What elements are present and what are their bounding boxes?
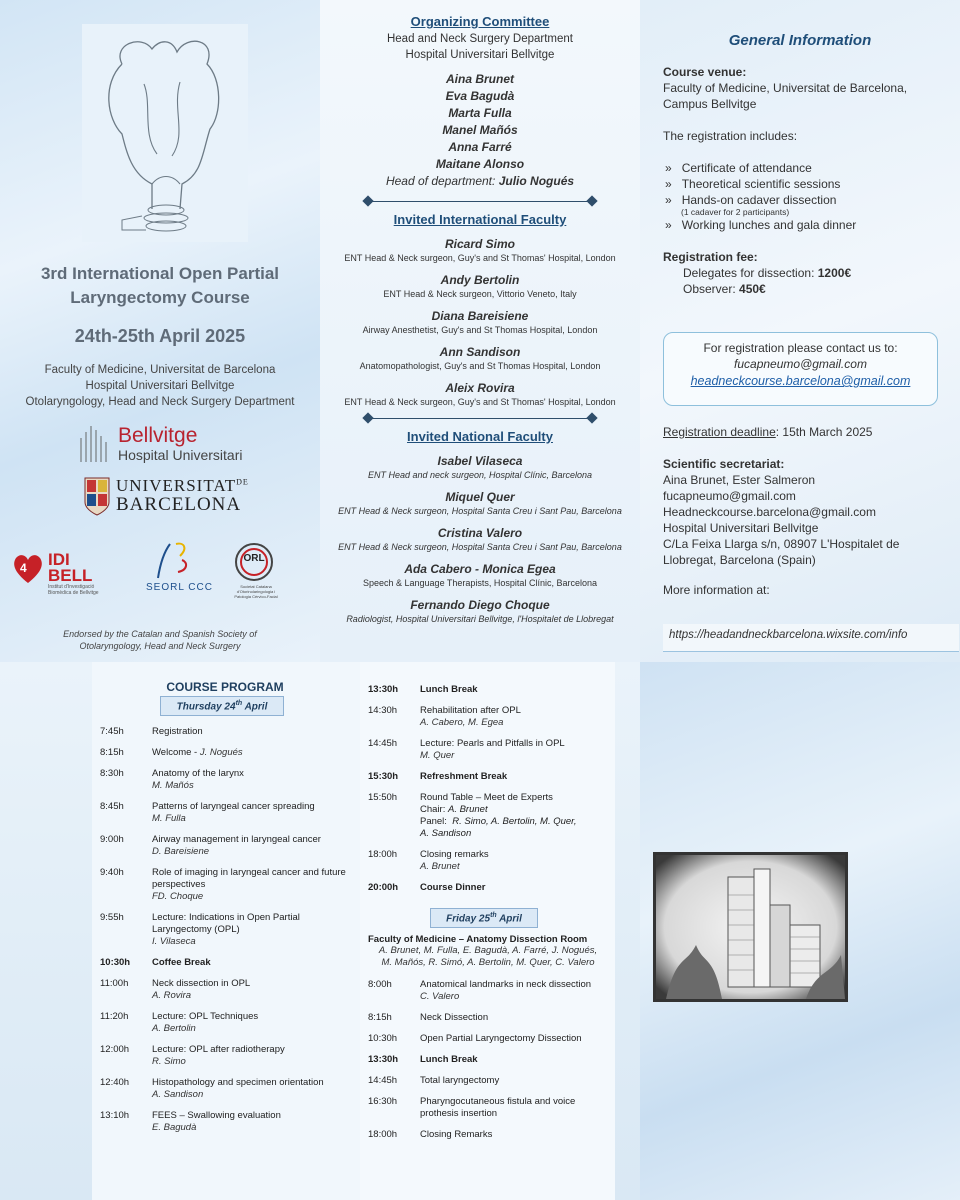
program-row bbox=[368, 882, 608, 894]
program-row bbox=[368, 1012, 608, 1024]
program-row bbox=[100, 1077, 350, 1101]
ub-logo bbox=[84, 474, 264, 518]
round-table-panel bbox=[420, 828, 608, 840]
venue-line: Otolaryngology, Head and Neck Surgery Department bbox=[25, 396, 295, 408]
program-row bbox=[100, 1044, 350, 1068]
program-time: 20:00h bbox=[368, 882, 399, 893]
program-desc-cell bbox=[152, 1110, 350, 1134]
program-row bbox=[368, 705, 608, 729]
secretariat-line: fucapneumo@gmail.com bbox=[663, 489, 796, 503]
program-time: 13:10h bbox=[100, 1110, 130, 1122]
larynx-illustration bbox=[82, 24, 248, 242]
program-time: 8:45h bbox=[100, 801, 124, 813]
faculty-name: Ann Sandison bbox=[439, 345, 521, 359]
program-desc: Anatomy of the larynx bbox=[152, 768, 244, 780]
separator bbox=[368, 196, 592, 206]
committee-member: Aina Brunet bbox=[445, 72, 514, 86]
program-desc-cell bbox=[420, 882, 608, 894]
program-desc: Role of imaging in laryngeal cancer and future perspectives bbox=[152, 867, 346, 891]
day2-tutors: A. Brunet, M. Fulla, E. Bagudà, A. Farré, J. Nogués, bbox=[378, 945, 598, 957]
endorsed-line: Otolaryngology, Head and Neck Surgery bbox=[79, 641, 241, 651]
idibell-name: IDI BELL bbox=[48, 550, 93, 585]
fee-label: Registration fee: bbox=[663, 250, 758, 264]
program-time: 18:00h bbox=[368, 1129, 398, 1141]
panel-names: R. Simo, A. Bertolin, M. Quer, bbox=[452, 816, 577, 827]
seorl-swoosh-icon bbox=[148, 540, 198, 580]
day2-sup: th bbox=[490, 912, 497, 919]
course-title-line1: 3rd International Open Partial bbox=[40, 264, 280, 283]
seorl-name: SEORL CCC bbox=[146, 582, 213, 593]
round-table-chair bbox=[420, 804, 608, 816]
head-name: Julio Nogués bbox=[498, 174, 575, 188]
fee-dissection: 1200€ bbox=[817, 266, 852, 280]
program-desc: Closing Remarks bbox=[420, 1129, 493, 1141]
ub-name-2: BARCELONA bbox=[116, 494, 242, 515]
program-desc: FEES – Swallowing evaluation bbox=[152, 1110, 281, 1122]
program-time: 8:15h bbox=[100, 747, 124, 759]
venue-label: Course venue: bbox=[663, 65, 747, 79]
program-desc: Histopathology and specimen orientation bbox=[152, 1077, 324, 1089]
program-desc: Lecture: Pearls and Pitfalls in OPL bbox=[420, 738, 565, 749]
separator bbox=[368, 413, 592, 423]
program-desc: Welcome - bbox=[152, 747, 200, 759]
program-desc-cell bbox=[420, 1054, 608, 1066]
course-dates: 24th-25th April 2025 bbox=[74, 326, 246, 346]
secretariat-line: Aina Brunet, Ester Salmeron bbox=[663, 473, 816, 487]
program-desc-cell bbox=[152, 801, 350, 825]
secretariat-line: Llobregat, Barcelona (Spain) bbox=[663, 553, 816, 567]
day2-suffix: April bbox=[496, 913, 522, 925]
program-row bbox=[368, 1054, 608, 1066]
faculty-name: Andy Bertolin bbox=[440, 273, 520, 287]
program-desc: Lunch Break bbox=[420, 1054, 478, 1066]
faculty-name: Aleix Rovira bbox=[445, 381, 515, 395]
program-speaker: FD. Choque bbox=[152, 891, 204, 903]
program-row bbox=[368, 849, 608, 873]
cover-panel bbox=[0, 0, 320, 662]
program-row bbox=[100, 957, 350, 969]
fee-observer: 450€ bbox=[739, 282, 766, 296]
committee-member: Anna Farré bbox=[448, 140, 512, 154]
committee-member: Maitane Alonso bbox=[435, 157, 525, 171]
faculty-role: ENT Head & Neck surgeon, Guy's and St Thomas' Hospital, London bbox=[344, 253, 616, 263]
international-heading: Invited International Faculty bbox=[393, 212, 567, 227]
secretariat-line: C/La Feixa Llarga s/n, 08907 L'Hospitalet de bbox=[663, 537, 900, 551]
faculty-name: Miquel Quer bbox=[445, 490, 515, 504]
program-speaker: M. Fulla bbox=[152, 813, 186, 825]
committee-member: Eva Bagudà bbox=[445, 89, 515, 103]
program-desc-cell bbox=[152, 867, 350, 903]
bellvitge-logo bbox=[78, 424, 258, 464]
panel-names: A. Sandison bbox=[420, 828, 472, 839]
program-time: 10:30h bbox=[100, 957, 131, 969]
contact-box bbox=[663, 332, 938, 406]
program-time: 13:30h bbox=[368, 1054, 399, 1066]
ub-name-de: DE bbox=[236, 477, 249, 487]
national-heading: Invited National Faculty bbox=[407, 429, 553, 444]
program-speaker: I. Vilaseca bbox=[152, 936, 196, 948]
program-speaker: A. Bertolin bbox=[152, 1023, 196, 1035]
round-table-panel bbox=[420, 816, 608, 828]
program-desc-cell bbox=[152, 1044, 350, 1068]
program-desc-cell bbox=[152, 747, 350, 759]
committee-heading: Organizing Committee bbox=[410, 14, 550, 29]
venue-line: Hospital Universitari Bellvitge bbox=[85, 380, 235, 392]
program-time: 12:40h bbox=[100, 1077, 130, 1089]
endorsed-line: Endorsed by the Catalan and Spanish Society of bbox=[63, 629, 257, 639]
program-desc-cell bbox=[420, 1033, 608, 1045]
program-time: 14:45h bbox=[368, 738, 398, 749]
program-speaker: A. Sandison bbox=[152, 1089, 204, 1101]
program-row bbox=[100, 747, 350, 759]
program-desc-cell bbox=[420, 1096, 608, 1120]
more-info-label: More information at: bbox=[663, 583, 770, 597]
faculty-role: ENT Head & Neck surgeon, Hospital Santa Creu i Sant Pau, Barcelona bbox=[338, 542, 622, 552]
program-row bbox=[368, 738, 608, 762]
program-time: 18:00h bbox=[368, 849, 398, 860]
program-row bbox=[368, 684, 608, 696]
program-desc-cell bbox=[152, 1077, 350, 1101]
program-desc-cell bbox=[420, 684, 608, 696]
program-row bbox=[100, 1011, 350, 1035]
fee-dissection-label: Delegates for dissection: bbox=[683, 266, 815, 280]
program-desc: Lunch Break bbox=[420, 684, 478, 695]
program-row bbox=[368, 1033, 608, 1045]
program-time: 10:30h bbox=[368, 1033, 398, 1045]
program-desc: Anatomical landmarks in neck dissection bbox=[420, 979, 592, 991]
program-row bbox=[100, 912, 350, 948]
program-time: 8:30h bbox=[100, 768, 124, 780]
program-desc-cell bbox=[152, 978, 350, 1002]
program-speaker: A. Rovira bbox=[152, 990, 192, 1002]
day1-suffix: April bbox=[242, 701, 268, 713]
faculty-role: Speech & Language Therapists, Hospital Clínic, Barcelona bbox=[363, 578, 597, 588]
orl-name: ORL bbox=[243, 553, 265, 564]
program-speaker: A. Brunet bbox=[420, 861, 460, 872]
hospital-panel bbox=[640, 662, 960, 1200]
secretariat-label: Scientific secretariat: bbox=[663, 457, 785, 471]
program-speaker: R. Simo bbox=[152, 1056, 186, 1068]
program-row bbox=[368, 1075, 608, 1087]
program-row bbox=[100, 726, 350, 738]
program-desc-cell bbox=[420, 771, 608, 783]
program-panel bbox=[0, 662, 640, 1200]
program-time: 7:45h bbox=[100, 726, 124, 738]
day1-sup: th bbox=[235, 700, 243, 707]
committee-dept: Head and Neck Surgery Department bbox=[386, 33, 573, 45]
program-desc-cell bbox=[152, 912, 350, 948]
program-desc: Airway management in laryngeal cancer bbox=[152, 834, 321, 846]
program-desc-cell bbox=[420, 1075, 608, 1087]
orl-logo bbox=[228, 542, 288, 604]
program-speaker: M. Mañós bbox=[152, 780, 194, 792]
program-time: 13:30h bbox=[368, 684, 399, 695]
program-row bbox=[100, 801, 350, 825]
day2-schedule bbox=[368, 979, 608, 1141]
general-heading: General Information bbox=[728, 32, 872, 49]
faculty-role: ENT Head & Neck surgeon, Hospital Santa Creu i Sant Pau, Barcelona bbox=[338, 506, 622, 516]
program-desc: Patterns of laryngeal cancer spreading bbox=[152, 801, 315, 813]
faculty-name: Isabel Vilaseca bbox=[437, 454, 523, 468]
seorl-logo bbox=[138, 540, 218, 600]
secretariat-line: Hospital Universitari Bellvitge bbox=[663, 521, 819, 535]
program-time: 8:15h bbox=[368, 1012, 392, 1024]
program-desc-cell bbox=[152, 834, 350, 858]
includes-label: The registration includes: bbox=[663, 129, 798, 143]
chair-label: Chair: bbox=[420, 804, 446, 815]
secretariat-line: Headneckcourse.barcelona@gmail.com bbox=[663, 505, 876, 519]
program-time: 14:45h bbox=[368, 1075, 398, 1087]
idibell-sub: Institut d'Investigació Biomèdica de Bellvitge bbox=[48, 584, 99, 596]
committee-member: Marta Fulla bbox=[448, 106, 512, 120]
idibell-logo bbox=[10, 546, 115, 596]
program-desc-cell bbox=[152, 1011, 350, 1035]
bellvitge-name: Bellvitge bbox=[118, 424, 198, 447]
program-time: 11:20h bbox=[100, 1011, 129, 1023]
program-desc-cell bbox=[420, 1129, 608, 1141]
program-desc: Round Table – Meet de Experts bbox=[420, 792, 553, 803]
program-speaker: M. Quer bbox=[420, 750, 455, 761]
include-item: Working lunches and gala dinner bbox=[681, 218, 857, 232]
program-desc-cell bbox=[420, 1012, 608, 1024]
program-desc: Neck Dissection bbox=[420, 1012, 489, 1024]
program-desc: Course Dinner bbox=[420, 882, 486, 893]
faculty-role: ENT Head & Neck surgeon, Vittorio Veneto, Italy bbox=[383, 289, 577, 299]
program-speaker: A. Cabero, M. Egea bbox=[420, 717, 504, 728]
program-desc: Coffee Break bbox=[152, 957, 211, 969]
program-desc: Lecture: Indications in Open Partial Laryngectomy (OPL) bbox=[152, 912, 300, 936]
day2-label: Friday 25 bbox=[446, 913, 491, 925]
day1-label: Thursday 24 bbox=[176, 701, 236, 713]
program-time: 9:00h bbox=[100, 834, 124, 846]
bellvitge-sub: Hospital Universitari bbox=[118, 447, 243, 463]
program-speaker: E. Bagudà bbox=[152, 1122, 197, 1134]
faculty-name: Ada Cabero - Monica Egea bbox=[404, 562, 556, 576]
program-row bbox=[368, 979, 608, 1003]
contact-email-link[interactable]: fucapneumo@gmail.com bbox=[734, 357, 867, 371]
faculty-role: ENT Head and neck surgeon, Hospital Clínic, Barcelona bbox=[367, 470, 593, 480]
faculty-role: Anatomopathologist, Guy's and St Thomas Hospital, London bbox=[359, 361, 601, 371]
program-desc-cell bbox=[152, 768, 350, 792]
faculty-name: Fernando Diego Choque bbox=[410, 598, 550, 612]
hospital-building-illustration bbox=[653, 852, 848, 1002]
program-time: 15:30h bbox=[368, 771, 399, 782]
program-time: 11:00h bbox=[100, 978, 129, 990]
program-desc: Closing remarks bbox=[420, 849, 489, 860]
deadline-label: Registration deadline bbox=[663, 425, 776, 439]
faculty-panel bbox=[320, 0, 640, 662]
program-desc-cell bbox=[420, 979, 608, 1003]
program-row bbox=[100, 1110, 350, 1134]
contact-email-link[interactable]: headneckcourse.barcelona@gmail.com bbox=[690, 374, 911, 388]
program-speaker: D. Bareisiene bbox=[152, 846, 210, 858]
include-item: Theoretical scientific sessions bbox=[681, 177, 841, 191]
faculty-name: Cristina Valero bbox=[437, 526, 523, 540]
program-speaker: C. Valero bbox=[420, 991, 460, 1003]
ub-shield-icon bbox=[84, 476, 110, 516]
program-desc-cell bbox=[152, 726, 350, 738]
day1-header bbox=[160, 696, 284, 716]
program-desc: Pharyngocutaneous fistula and voice prothesis insertion bbox=[420, 1096, 576, 1120]
program-row bbox=[100, 834, 350, 858]
program-heading: COURSE PROGRAM bbox=[166, 680, 284, 694]
program-row bbox=[368, 1129, 608, 1141]
general-info-panel: General Information Course venue: Faculty of Medicine, Universitat de Barcelona, Campus Bellvitge The registration includes: » Certificate of attendance » Theoretical scientific sessions » Hands-on cadaver dissection (1 cadaver for 2 participants) » Working lunches and gala dinner Registration fee: Delegates for dissection: 1200€ Observer: 450€ For registration please contact us to: fucapneumo@gmail.com headneckcourse.barcelona@gmail.com Registration deadline: 15th March 2025 Scientific secretariat: Aina Brunet, Ester Salmeron fucapneumo@gmail.com Headneckcourse.barcelona@gmail.com Hospital Universitari Bellvitge C/La Feixa Llarga s/n, 08907 L'Hospitalet de Llobregat, Barcelona (Spain) More information at: https://headandneckbarcelona.wixsite.com/info bbox=[640, 0, 960, 662]
contact-label: For registration please contact us to: bbox=[703, 341, 898, 355]
program-desc: Total laryngectomy bbox=[420, 1075, 500, 1087]
ub-name-1: UNIVERSITAT bbox=[116, 476, 237, 495]
include-item: Certificate of attendance bbox=[681, 161, 812, 175]
program-row bbox=[368, 792, 608, 840]
program-row bbox=[100, 768, 350, 792]
faculty-name: Diana Bareisiene bbox=[431, 309, 529, 323]
idibell-heart-icon bbox=[10, 550, 46, 586]
bellvitge-bars-icon bbox=[78, 424, 114, 464]
program-time: 14:30h bbox=[368, 705, 398, 716]
cadaver-note: (1 cadaver for 2 participants) bbox=[681, 207, 790, 217]
program-time: 15:50h bbox=[368, 792, 398, 803]
panel-label: Panel: bbox=[420, 816, 447, 827]
faculty-role: Radiologist, Hospital Universitari Bellvitge, l'Hospitalet de Llobregat bbox=[346, 614, 614, 624]
program-desc-cell bbox=[420, 738, 608, 762]
program-row bbox=[100, 867, 350, 903]
program-time: 12:00h bbox=[100, 1044, 130, 1056]
more-info-link[interactable]: https://headandneckbarcelona.wixsite.com/info bbox=[669, 629, 908, 641]
venue-text: Faculty of Medicine, Universitat de Barcelona, bbox=[663, 81, 908, 95]
program-desc: Refreshment Break bbox=[420, 771, 508, 782]
svg-text:4: 4 bbox=[20, 561, 27, 575]
include-item: Hands-on cadaver dissection bbox=[681, 193, 837, 207]
program-desc: Lecture: OPL after radiotherapy bbox=[152, 1044, 285, 1056]
program-row bbox=[368, 1096, 608, 1120]
day1-afternoon-schedule bbox=[368, 684, 608, 894]
venue-text: Campus Bellvitge bbox=[663, 97, 757, 111]
program-time: 16:30h bbox=[368, 1096, 398, 1108]
chair-name: A. Brunet bbox=[447, 804, 488, 815]
orl-sub: Societat Catalana d'Otorinolaringologia i Patologia Cèrvico-Facial bbox=[234, 584, 278, 599]
venue-line: Faculty of Medicine, Universitat de Barcelona bbox=[44, 364, 276, 376]
faculty-name: Ricard Simo bbox=[444, 237, 516, 251]
fee-observer-label: Observer: bbox=[683, 282, 736, 296]
program-speaker: J. Nogués bbox=[199, 747, 243, 759]
committee-hospital: Hospital Universitari Bellvitge bbox=[405, 49, 555, 61]
faculty-role: Airway Anesthetist, Guy's and St Thomas Hospital, London bbox=[362, 325, 598, 335]
day2-header bbox=[430, 908, 538, 928]
program-time: 9:40h bbox=[100, 867, 124, 879]
day2-tutors: M. Mañós, R. Simó, A. Bertolin, M. Quer, C. Valero bbox=[381, 957, 595, 969]
program-desc-cell bbox=[420, 849, 608, 873]
program-desc: Neck dissection in OPL bbox=[152, 978, 251, 990]
committee-member: Manel Mañós bbox=[442, 123, 518, 137]
program-desc-cell bbox=[420, 792, 608, 840]
program-desc: Registration bbox=[152, 726, 203, 738]
deadline-value: : 15th March 2025 bbox=[775, 425, 873, 439]
course-title-line2: Laryngectomy Course bbox=[70, 288, 250, 307]
program-desc: Open Partial Laryngectomy Dissection bbox=[420, 1033, 582, 1045]
faculty-role: ENT Head & Neck surgeon, Guy's and St Thomas' Hospital, London bbox=[344, 397, 616, 407]
day1-schedule bbox=[100, 726, 350, 1134]
program-row bbox=[368, 771, 608, 783]
program-desc: Lecture: OPL Techniques bbox=[152, 1011, 259, 1023]
program-desc: Rehabilitation after OPL bbox=[420, 705, 521, 716]
program-desc-cell bbox=[152, 957, 350, 969]
program-row bbox=[100, 978, 350, 1002]
program-time: 9:55h bbox=[100, 912, 124, 924]
head-label: Head of department: bbox=[385, 174, 496, 188]
program-desc-cell bbox=[420, 705, 608, 729]
program-time: 8:00h bbox=[368, 979, 392, 991]
day2-place: Faculty of Medicine – Anatomy Dissection Room bbox=[368, 934, 588, 946]
